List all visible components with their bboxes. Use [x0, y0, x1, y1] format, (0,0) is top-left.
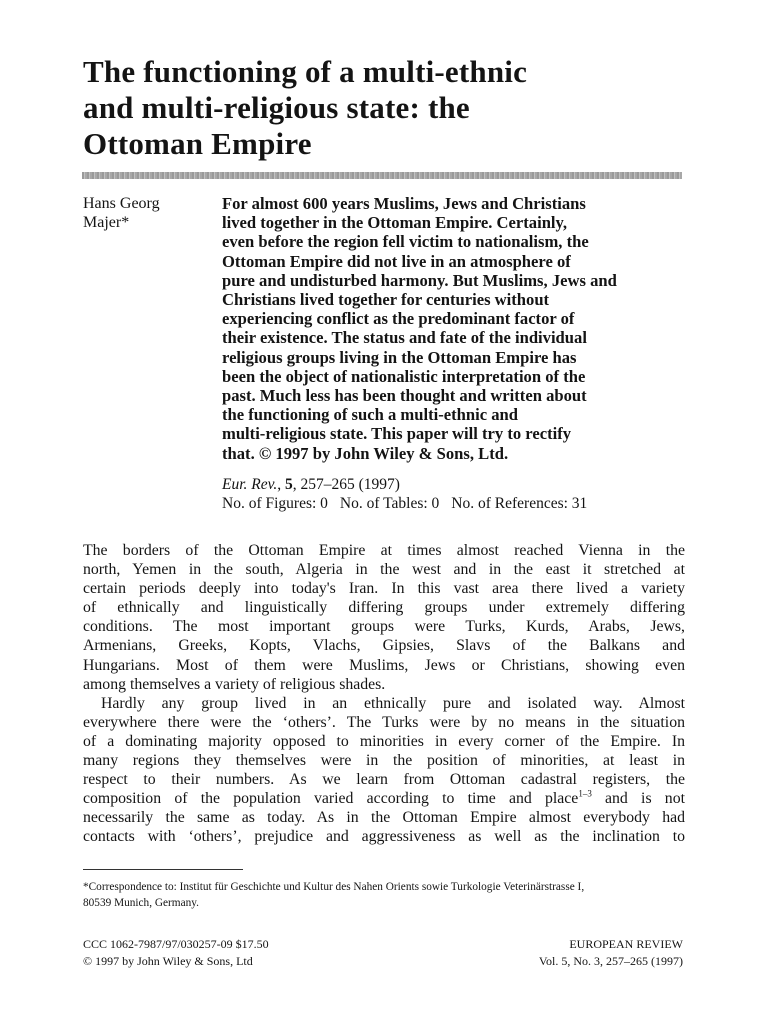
author-line: Majer*: [83, 214, 130, 231]
body-line: of ethnically and linguistically differing groups under extremely differing: [83, 599, 685, 617]
body-line: Armenians, Greeks, Kopts, Vlachs, Gipsies, Slavs of the Balkans and: [83, 637, 685, 655]
body-line: Hungarians. Most of them were Muslims, Jews or Christians, showing even: [83, 656, 685, 674]
reference-count: No. of References: 31: [451, 495, 588, 512]
body-line-with-citation: [83, 789, 685, 808]
body-line: The borders of the Ottoman Empire at times almost reached Vienna in the: [83, 542, 685, 559]
abstract-line: their existence. The status and fate of the individual: [222, 328, 587, 348]
body-text: [83, 541, 685, 847]
abstract: [222, 194, 702, 463]
body-line: among themselves a variety of religious shades.: [83, 675, 386, 693]
abstract-line: multi-religious state. This paper will try to rectify: [222, 424, 572, 444]
counts-line: [222, 494, 587, 513]
body-line: respect to their numbers. As we learn from Ottoman cadastral registers, the: [83, 771, 685, 789]
ccc-code: CCC 1062-7987/97/030257-09 $17.50: [83, 937, 269, 951]
journal-reference: [222, 475, 587, 513]
body-line: contacts with ‘others’, prejudice and aggressiveness as well as the inclination to: [83, 828, 685, 846]
abstract-line: been the object of nationalistic interpretation of the: [222, 366, 586, 386]
footnote-line: *Correspondence to: Institut für Geschichte und Kultur des Nahen Orients sowie Turkologie Veterinärstrasse I,: [83, 881, 585, 893]
body-line: Hardly any group lived in an ethnically pure and isolated way. Almost: [101, 694, 685, 712]
footer-left: [83, 936, 269, 970]
citation-text-after: and is not: [591, 790, 685, 808]
journal-pages-year: , 257–265 (1997): [292, 476, 400, 493]
abstract-line: the functioning of such a multi-ethnic and: [222, 405, 518, 425]
table-count: No. of Tables: 0: [339, 495, 440, 512]
body-line: north, Yemen in the south, Algeria in the west and in the east it stretched at: [83, 561, 685, 579]
citation-line: Eur. Rev., 5, 257–265 (1997): [222, 476, 400, 493]
figure-count: No. of Figures: 0: [222, 495, 328, 512]
abstract-line: lived together in the Ottoman Empire. Certainly,: [222, 213, 568, 233]
volume-info: Vol. 5, No. 3, 257–265 (1997): [538, 954, 683, 968]
title-line: and multi-religious state: the: [83, 90, 470, 125]
citation-text-before: composition of the population varied according to time and place: [83, 790, 579, 808]
journal-abbrev: Eur. Rev.: [222, 476, 278, 493]
title-divider: [82, 172, 682, 179]
abstract-line: religious groups living in the Ottoman Empire has: [222, 347, 577, 367]
footer-right: [539, 936, 683, 970]
article-title: [83, 54, 723, 162]
body-line: necessarily the same as today. As in the Ottoman Empire almost everybody had: [83, 809, 685, 827]
abstract-line: Christians lived together for centuries without: [222, 290, 550, 310]
abstract-line: pure and undisturbed harmony. But Muslims, Jews and: [222, 270, 617, 290]
body-line: many regions they themselves were in the position of minorities, at least in: [83, 752, 685, 770]
author-line: Hans Georg: [83, 195, 160, 212]
abstract-line: experiencing conflict as the predominant factor of: [222, 309, 575, 329]
abstract-line: Ottoman Empire did not live in an atmosphere of: [222, 251, 571, 271]
journal-volume: 5: [284, 476, 293, 493]
abstract-line: past. Much less has been thought and written about: [222, 386, 587, 406]
journal-name: EUROPEAN REVIEW: [569, 937, 683, 951]
abstract-line: For almost 600 years Muslims, Jews and Christians: [222, 194, 586, 213]
footnote-line: 80539 Munich, Germany.: [83, 897, 199, 909]
abstract-line: even before the region fell victim to nationalism, the: [222, 232, 589, 252]
body-line: of a dominating majority opposed to minorities in every corner of the Empire. In: [83, 732, 685, 750]
title-line: The functioning of a multi-ethnic: [83, 54, 528, 89]
copyright: © 1997 by John Wiley & Sons, Ltd: [83, 954, 253, 968]
footnote-divider: [83, 869, 243, 870]
title-line: Ottoman Empire: [83, 126, 312, 161]
author-name: [83, 194, 213, 232]
body-line: everywhere there were the ‘others’. The Turks were by no means in the situation: [83, 713, 685, 731]
body-line: certain periods deeply into today's Iran. In this vast area there lived a variety: [83, 580, 685, 598]
body-line: conditions. The most important groups were Turks, Kurds, Arabs, Jews,: [83, 618, 685, 636]
citation-superscript: 1–3: [578, 788, 592, 799]
correspondence-footnote: [83, 879, 703, 911]
abstract-line: that. © 1997 by John Wiley & Sons, Ltd.: [222, 443, 509, 463]
